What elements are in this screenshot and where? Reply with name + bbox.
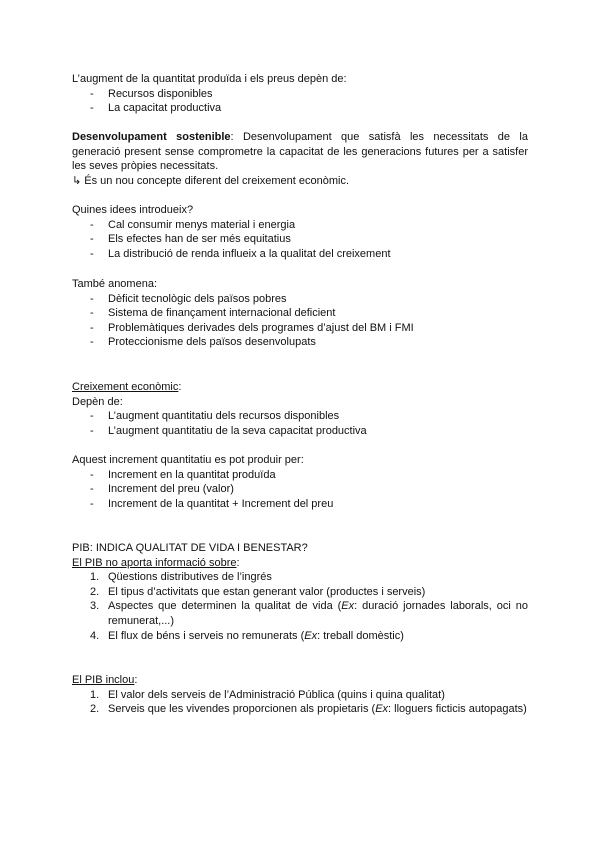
production-list [72,87,528,116]
list-item: - Els efectes han de ser més equitatius [72,232,528,247]
list-item: - L’augment quantitatiu de la seva capacitat productiva [72,424,528,439]
also-mentions-list [72,292,528,350]
list-item: - Proteccionisme dels països desenvolupats [72,335,528,350]
economic-growth-section [72,380,528,438]
also-mentions-section [72,277,528,350]
ideas-list [72,218,528,262]
pib-includes-section [72,673,528,717]
list-item: - Increment de la quantitat + Increment del preu [72,497,528,512]
list-item: 3. Aspectes que determinen la qualitat de vida (Ex: duració jornades laborals, oci no remunerat,...) [90,600,528,627]
term-sustainable-development: Desenvolupament sostenible [72,131,231,143]
production-intro: L’augment de la quantitat produïda i els preus depèn de: [72,73,347,85]
list-item: - La capacitat productiva [72,101,528,116]
pib-heading: PIB: INDICA QUALITAT DE VIDA I BENESTAR? [72,542,308,554]
depends-label: Depèn de: [72,395,123,408]
list-item: - Sistema de finançament internacional deficient [72,306,528,321]
list-item: - Increment del preu (valor) [72,482,528,497]
note-text: És un nou concepte diferent del creixement econòmic. [81,174,350,187]
sustainable-definition [72,130,528,174]
list-item: - Problemàtiques derivades dels programes d’ajust del BM i FMI [72,321,528,336]
sustainable-development-section [72,130,528,188]
increment-intro: Aquest increment quantitatiu es pot produir per: [72,454,304,466]
pib-includes-heading: El PIB inclou: [72,674,138,686]
list-item: - Recursos disponibles [72,87,528,102]
sustainable-note [72,174,528,189]
economic-growth-list [72,409,528,438]
list-item: 1. El valor dels serveis de l’Administració Pública (quins i quina qualitat) [90,688,445,701]
list-item: - Dèficit tecnològic dels països pobres [72,292,528,307]
list-item: - La distribució de renda influeix a la qualitat del creixement [72,247,528,262]
pib-not-informing-list [72,570,528,643]
increment-section [72,453,528,511]
list-item: 2. Serveis que les vivendes proporcionen als propietaris (Ex: lloguers ficticis autopagats) [90,703,527,716]
list-item: 2. El tipus d’activitats que estan generant valor (productes i serveis) [90,585,426,598]
arrow-icon: ↳ [72,174,82,187]
ideas-question: Quines idees introdueix? [72,204,194,216]
list-item: 1. Qüestions distributives de l’ingrés [90,571,272,584]
list-item: - Cal consumir menys material i energia [72,218,528,233]
increment-list [72,468,528,512]
definition-text: : Desenvolupament que satisfà les necessitats de la generació present sense comprometre la capacitat de les generacions futures per a satisfer les seves pròpies necessitats. [72,131,528,173]
ideas-section [72,203,528,261]
list-item: - L’augment quantitatiu dels recursos disponibles [72,409,528,424]
pib-subheading: El PIB no aporta informació sobre: [72,556,240,569]
production-section [72,72,528,116]
list-item: - Increment en la quantitat produïda [72,468,528,483]
also-mentions-heading: També anomena: [72,278,157,290]
economic-growth-title: Creixement econòmic: [72,381,182,393]
list-item: 4. El flux de béns i serveis no remunerats (Ex: treball domèstic) [90,629,404,642]
pib-includes-list [72,688,528,717]
pib-quality-section [72,541,528,643]
